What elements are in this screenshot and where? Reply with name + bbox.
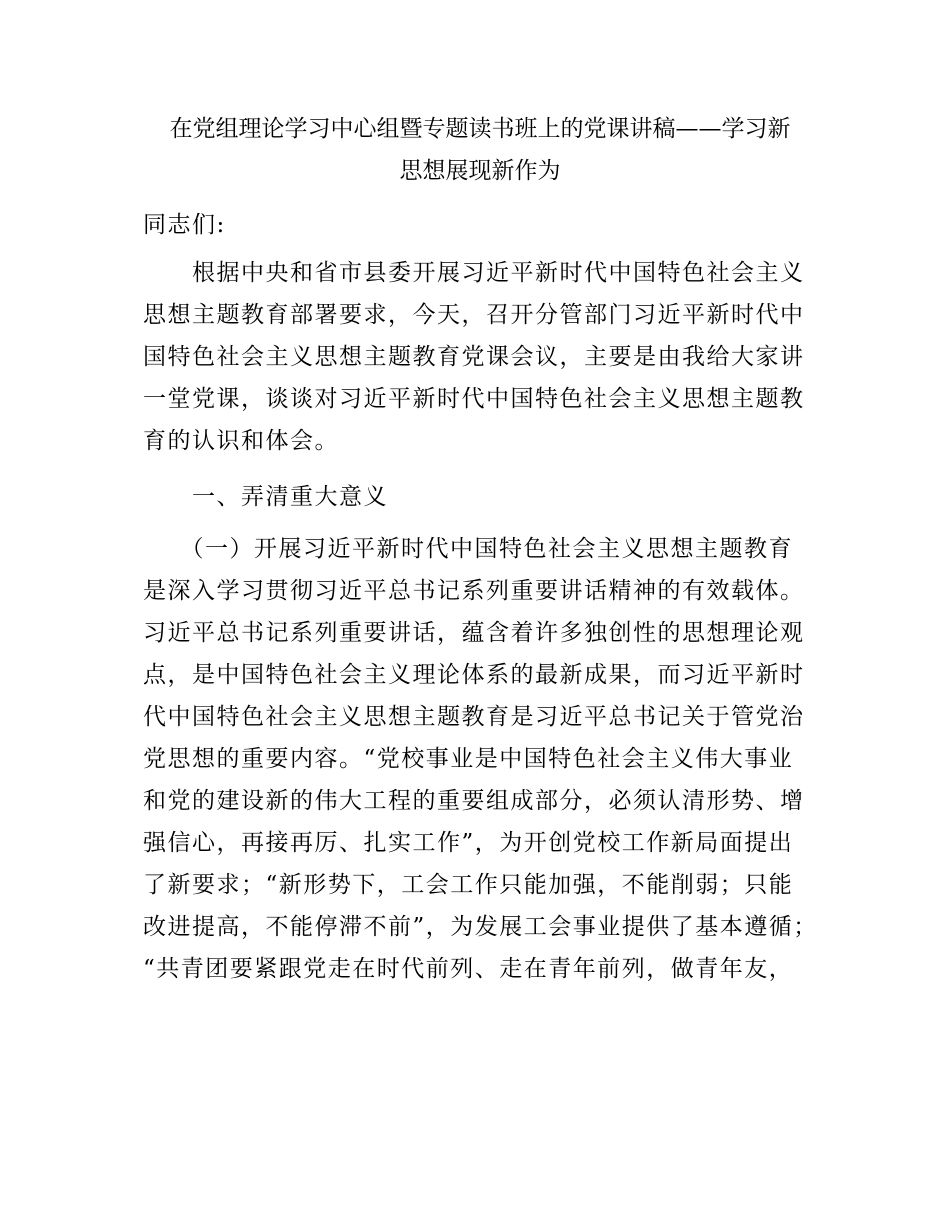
- body-line: 点，是中国特色社会主义理论体系的最新成果，而习近平新时: [143, 662, 805, 688]
- body-line: 习近平总书记系列重要讲话，蕴含着许多独创性的思想理论观: [143, 620, 805, 646]
- body-line: 根据中央和省市县委开展习近平新时代中国特色社会主义: [143, 260, 805, 286]
- section-heading: 一、弄清重大意义: [143, 484, 388, 510]
- salutation: 同志们:: [143, 212, 226, 238]
- body-line: 强信心，再接再厉、扎实工作”，为开创党校工作新局面提出: [143, 830, 794, 856]
- body-line: “共青团要紧跟党走在时代前列、走在青年前列，做青年友，: [143, 956, 794, 982]
- body-line: 代中国特色社会主义思想主题教育是习近平总书记关于管党治: [143, 704, 805, 730]
- document-title-line-1: 在党组理论学习中心组暨专题读书班上的党课讲稿——学习新: [169, 116, 791, 142]
- body-line: 党思想的重要内容。“党校事业是中国特色社会主义伟大事业: [143, 746, 794, 772]
- body-line: 国特色社会主义思想主题教育党课会议，主要是由我给大家讲: [143, 344, 805, 370]
- body-line: （一）开展习近平新时代中国特色社会主义思想主题教育: [143, 536, 793, 562]
- body-line: 思想主题教育部署要求，今天，召开分管部门习近平新时代中: [143, 302, 805, 328]
- body-line: 育的认识和体会。: [143, 428, 339, 454]
- document-title-line-2: 思想展现新作为: [399, 158, 561, 184]
- body-line: 是深入学习贯彻习近平总书记系列重要讲话精神的有效载体。: [143, 578, 805, 604]
- body-line: 改进提高，不能停滞不前”，为发展工会事业提供了基本遵循；: [143, 914, 818, 940]
- body-line: 一堂党课，谈谈对习近平新时代中国特色社会主义思想主题教: [143, 386, 805, 412]
- body-line: 了新要求；“新形势下，工会工作只能加强，不能削弱；只能: [143, 872, 794, 898]
- body-line: 和党的建设新的伟大工程的重要组成部分，必须认清形势、增: [143, 788, 805, 814]
